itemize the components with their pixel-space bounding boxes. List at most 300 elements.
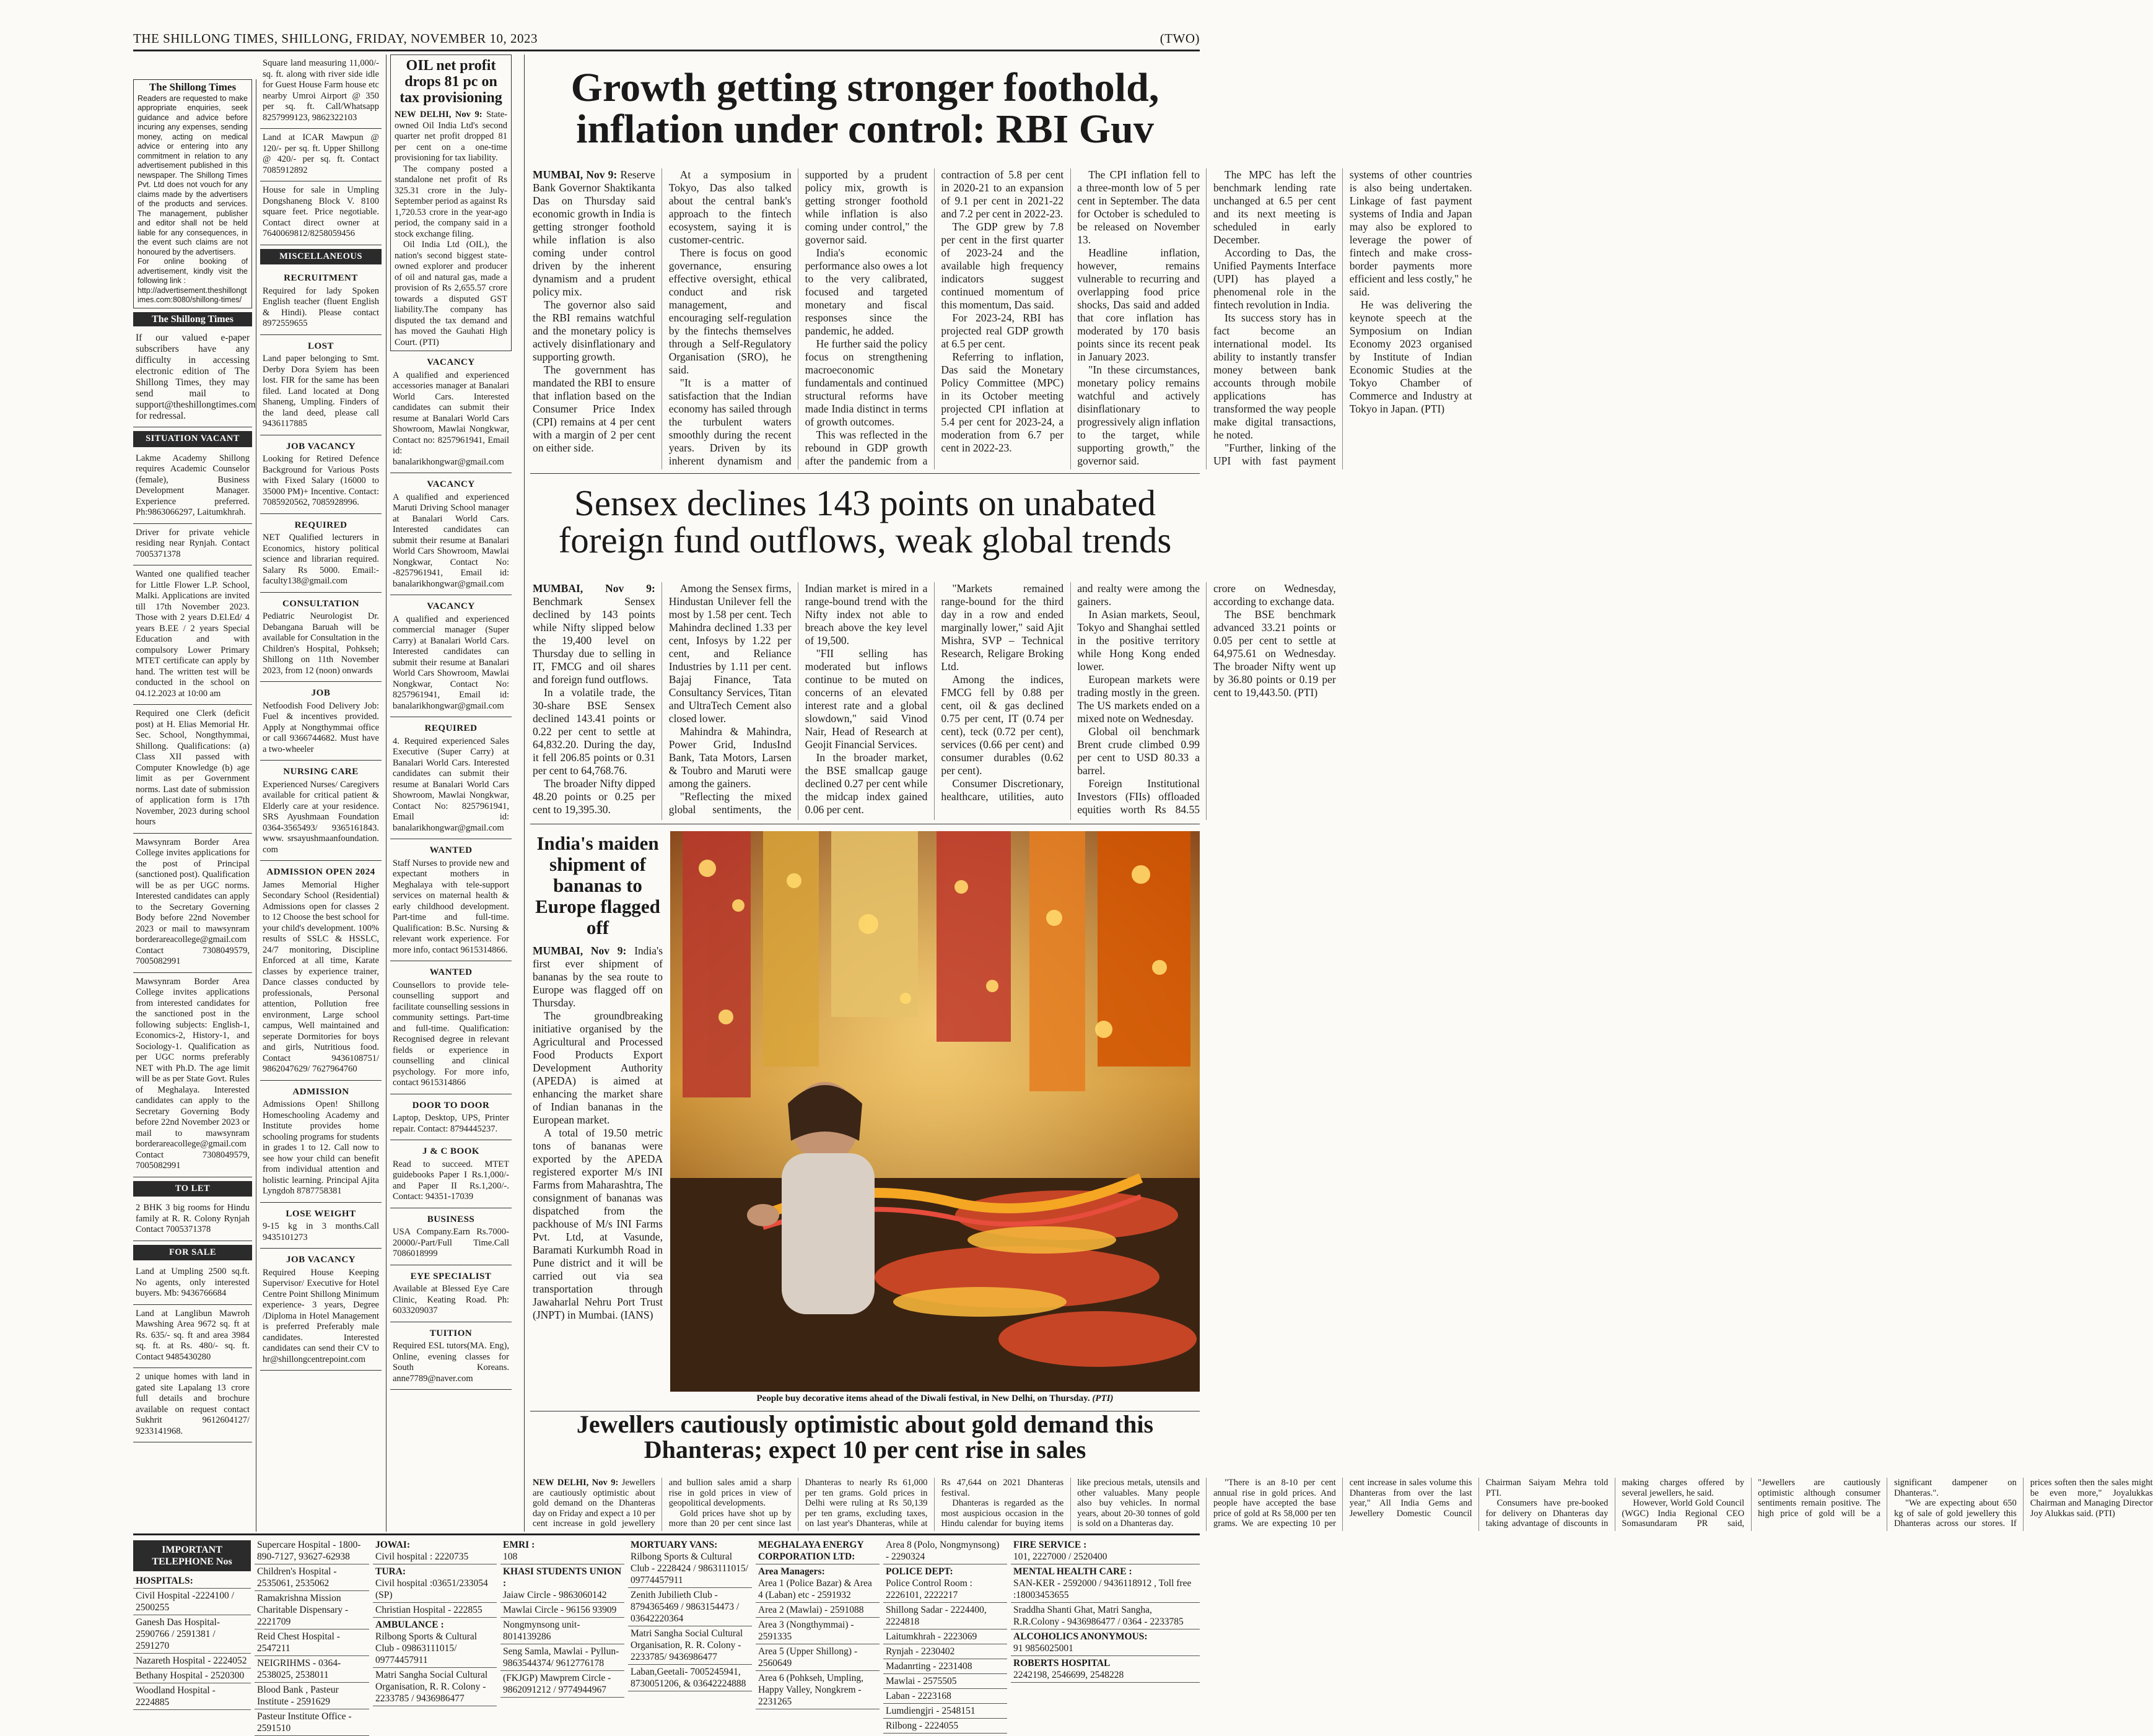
phone-entry <box>1011 1564 1200 1603</box>
phone-entry <box>255 1591 369 1629</box>
phone-entry-text: Area 8 (Polo, Nongmynsong) - 2290324 <box>886 1540 1000 1562</box>
ad-text: Land at Umpling 2500 sq.ft. No agents, only interested buyers. Mb: 9436766684 <box>136 1267 250 1298</box>
phone-entry <box>628 1665 752 1691</box>
rbi-paragraph: The CPI inflation fell to a three-month low of 5 per cent in September. The data for October is scheduled to be released on November 13. <box>1077 168 1200 246</box>
phone-entry <box>133 1654 251 1668</box>
phone-column-7 <box>883 1538 1007 1731</box>
sensex-paragraph-text: Benchmark Sensex declined by 143 points while Nifty slipped below the 19,400 level on Thursday due to selling in IT, FMCG and oil shares and foreign fund outflows. <box>533 595 655 686</box>
phone-entry-text: Rilbong Sports & Cultural Club - 09863111015/ 09774457911 <box>375 1631 478 1665</box>
phone-entry <box>1011 1629 1200 1656</box>
rbi-paragraph: "In these circumstances, monetary policy remains watchful and actively disinflationary to progressively align inflation to the target, while supporting growth," the governor said. <box>1077 364 1200 467</box>
oil-headline: OIL net profit drops 81 pc on tax provisioning <box>400 58 502 106</box>
phone-entry-text: 108 <box>503 1551 518 1562</box>
phone-entry <box>133 1683 251 1710</box>
rbi-headline: Growth getting stronger foothold, inflation under control: RBI Guv <box>570 65 1159 152</box>
classified-ad <box>133 973 252 1177</box>
telephone-directory <box>133 1533 1200 1734</box>
ad-heading: CONSULTATION <box>282 598 360 609</box>
phone-entry-text: Civil hospital :03651/233054 (SP) <box>375 1578 488 1600</box>
phone-entry-heading: FIRE SERVICE : <box>1013 1540 1087 1550</box>
ad-text: A qualified and experienced Maruti Driving School manager at Banalari World Cars. Interested candidates can submit their resume at Banalari World Cars Showroom, Mawlai Nongkwar, Contact No: -8257961941, Email id: banalarikhongwar@gmail.com <box>393 492 509 589</box>
phone-column-3 <box>373 1538 497 1725</box>
photo-caption-text: People buy decorative items ahead of the Diwali festival, in New Delhi, on Thursday. <box>756 1394 1090 1403</box>
phone-title-box <box>133 1540 251 1571</box>
classified-ad <box>260 55 382 129</box>
online-booking-link[interactable]: http://advertisement.theshillongtimes.com:8080/shillong-times/ <box>138 286 247 304</box>
ad-heading: LOSE WEIGHT <box>286 1208 356 1219</box>
phone-entry <box>883 1704 1007 1719</box>
banana-paragraph: The groundbreaking initiative organised by the Agricultural and Processed Food Products Export Development Authority (APEDA) is aimed at enhancing the market share of Indian bananas in the European market. <box>533 1010 663 1126</box>
ad-heading: JOB <box>311 688 331 698</box>
ad-text: Mawsynram Border Area College invites applications for the post of Principal (sanctioned post). Qualification will be as per UGC norms. Interested candidates can apply to the Secretary Governing Body before 22nd November 2023 or mail to mawsynram borderareacollege@gmail.com Contact 7308049579, 7005082991 <box>136 837 250 966</box>
phone-entry-heading: KHASI STUDENTS UNION : <box>503 1566 622 1589</box>
phone-entry-text: SAN-KER - 2592000 / 9436118912 , Toll free :18003453655 <box>1013 1578 1192 1600</box>
rbi-paragraph: The government has mandated the RBI to ensure that inflation based on the Consumer Price Index (CPI) remains at 4 per cent with a margin of 2 per cent on either side. <box>533 364 655 454</box>
phone-entry <box>500 1644 624 1671</box>
page-header <box>133 30 1200 47</box>
phone-entry-text: Area 6 (Pohkseh, Umpling, Happy Valley, Nongkrem - 2231265 <box>758 1673 864 1707</box>
phone-entry <box>883 1644 1007 1659</box>
phone-entry-heading: EMRI : <box>503 1540 535 1550</box>
phone-entry-text: Police Control Room : 2226101, 2222217 <box>886 1578 972 1600</box>
classified-ad <box>390 1322 512 1390</box>
phone-entry <box>500 1603 624 1618</box>
gold-paragraph-text: Jewellers are cautiously optimistic about gold demand on the Dhanteras day on Friday and expect a 10 per cent increase in gold jewellery and bullion sales amid a sharp rise in gold prices in view of geopolitical developments. <box>533 1478 792 1529</box>
ad-text: Required House Keeping Supervisor/ Executive for Hotel Centre Point Shillong Minimum experience- 3 years, Degree /Diploma in Hotel Management is preferred Preferably male candidates. Interested candidates can send their CV to hr@shillongcentrepoint.com <box>263 1267 379 1364</box>
phone-entry-text: Area 5 (Upper Shillong) - 2560649 <box>758 1646 858 1668</box>
classified-ad <box>133 1368 252 1442</box>
phone-column-5 <box>628 1538 752 1725</box>
phone-entry <box>883 1689 1007 1704</box>
phone-entry <box>500 1538 624 1564</box>
oil-paragraph: State-owned Oil India Ltd's second quarter net profit dropped 81 per cent on a one-time provisioning for tax liability. <box>395 110 507 163</box>
ad-heading: VACANCY <box>427 357 475 367</box>
rbi-paragraph: There is focus on good governance, ensuring effective oversight, ethical conduct and risk management, and encouraging self-regulation by the fintechs themselves through a Self-Regulatory Organisation (SRO), he said. <box>668 246 792 376</box>
sensex-paragraph: "FII selling has moderated but inflows continue to be muted on concerns of an elevated interest rate and a global slowdown," said Vinod Nair, Head of Research at Geojit Financial Services. <box>805 647 928 751</box>
phone-entry <box>133 1589 251 1615</box>
phone-entry-text: Laban - 2223168 <box>886 1691 951 1701</box>
classifieds-column-2 <box>260 55 382 1532</box>
phone-entry-text: Christian Hospital - 222855 <box>375 1605 483 1615</box>
ad-heading: DOOR TO DOOR <box>412 1100 490 1110</box>
phone-entry <box>373 1618 497 1668</box>
phone-entry <box>883 1629 1007 1644</box>
rbi-paragraph: Its success story has in fact become an international model. Its ability to instantly transfer money between bank accounts through mobile applications has transformed the way people make digital transactions, he noted. <box>1213 312 1336 441</box>
ad-text: Required for lady Spoken English teacher (fluent English & Hindi). Please contact 8972559655 <box>263 286 379 328</box>
gold-dateline: NEW DELHI, Nov 9: <box>533 1478 619 1488</box>
classified-ad <box>133 1263 252 1305</box>
phone-entry-text: Nongmynsong unit- 8014139286 <box>503 1620 580 1642</box>
ad-heading: BUSINESS <box>427 1214 475 1224</box>
sensex-story-body <box>533 582 1336 820</box>
phone-entry-text: Jaiaw Circle - 9863060142 <box>503 1590 607 1600</box>
ad-text: 2 unique homes with land in gated site Lapalang 13 crore full details and brochure available on request contact Sukhrit 9612604127/ 9233141968. <box>136 1372 250 1436</box>
sensex-paragraph: "Markets remained range-bound for the third day in a row and ended marginally lower," said Ajit Mishra, SVP – Technical Research, Religare Broking Ltd. <box>941 582 1064 673</box>
phone-entry <box>500 1564 624 1603</box>
phone-entry-text: Area 1 (Police Bazar) & Area 4 (Laban) etc - 2591932 <box>758 1578 872 1600</box>
phone-entry-text: Sraddha Shanti Ghat, Matri Sangha, R.R.Colony - 9436986477 / 0364 - 2233785 <box>1013 1605 1184 1627</box>
rbi-paragraph: He further said the policy focus on strengthening macroeconomic fundamentals and continued structural reforms have made India distinct in terms of growth outcomes. <box>805 338 928 428</box>
phone-entry <box>373 1603 497 1618</box>
sensex-paragraph: Among the indices, FMCG fell by 0.88 per cent, oil & gas declined 0.75 per cent, IT (0.74 per cent), teck (0.72 per cent), services (0.66 per cent) and consumer durables (0.62 per cent). <box>941 673 1064 777</box>
phone-entry-text: (FKJGP) Mawprem Circle - 9862091212 / 9774944967 <box>503 1673 611 1695</box>
classified-ad <box>133 1199 252 1241</box>
ad-text: Land paper belonging to Smt. Derby Dora Syiem has been lost. FIR for the same has been filed. Land located at Dong Shaneng, Umpling. Finders of the land deed, please call 9436117885 <box>263 354 379 429</box>
ad-text: Pediatric Neurologist Dr. Debangana Baruah will be available for Consultation in the Children's Hospital, Pohkseh; Shillong on 11th November 2023, from 12 (noon) onwards <box>263 611 379 676</box>
rbi-paragraph: Referring to inflation, Das said the Monetary Policy Committee (MPC) in its October meeting projected CPI inflation at 5.4 per cent for 2023-24, a moderation from 6.7 per cent in 2022-23. <box>941 351 1064 454</box>
rbi-paragraph: Headline inflation, however, remains vulnerable to recurring and overlapping food price shocks, Das said and added that core inflation has moderated by 170 basis points since its recent peak in January 2023. <box>1077 246 1200 363</box>
phone-entry <box>255 1629 369 1656</box>
sensex-paragraph: "Reflecting the mixed global sentiments, the Indian market is mired in a range-bound trend with the Nifty index not able to breach above the key level of 19,500. <box>668 582 928 816</box>
phone-entry <box>255 1656 369 1683</box>
ad-heading: LOST <box>307 341 334 351</box>
ad-heading: RECRUITMENT <box>284 273 358 283</box>
banana-story <box>533 833 663 1409</box>
sensex-paragraph: In Asian markets, Seoul, Tokyo and Shanghai settled in the positive territory while Hong Kong ended lower. <box>1077 608 1200 673</box>
classified-ad <box>133 524 252 566</box>
rbi-story-body <box>533 168 1472 469</box>
disclaimer-title: The Shillong Times <box>149 81 237 93</box>
phone-entry <box>500 1671 624 1698</box>
phone-entry-text: Laban,Geetali- 7005245941, 8730051206, & 03642224888 <box>631 1667 746 1689</box>
classified-ad <box>390 1265 512 1322</box>
phone-entry-text: NEIGRIHMS - 0364-2538025, 2538011 <box>257 1658 341 1680</box>
classified-ad <box>260 1081 382 1203</box>
ad-text: Required ESL tutors(MA. Eng), Online, evening classes for South Koreans. anne7789@naver.com <box>393 1341 509 1384</box>
ad-heading: JOB VACANCY <box>286 441 356 451</box>
oil-dateline: NEW DELHI, Nov 9: <box>395 110 483 120</box>
ad-text: Required one Clerk (deficit post) at H. Elias Memorial Hr. Sec. School, Nongthymmai, Shillong. Qualifications: (a) Class XII passed with Computer Knowledge (b) age limit as per Government norms. Last date of submission of application form is 17th November, 2023 during school hours <box>136 709 250 827</box>
epaper-title: The Shillong Times <box>133 312 252 327</box>
phone-entry <box>255 1709 369 1736</box>
phone-entry <box>133 1615 251 1654</box>
rbi-paragraph: For 2023-24, RBI has projected real GDP growth at 6.5 per cent. <box>941 312 1064 350</box>
ad-text: NET Qualified lecturers in Economics, history political science and librarian required. Salary Rs 5000. Email:- faculty138@gmail.com <box>263 533 379 586</box>
sensex-paragraph: Global oil benchmark Brent crude climbed 0.99 per cent to USD 80.33 a barrel. <box>1077 725 1200 777</box>
ad-heading: VACANCY <box>427 601 475 611</box>
header-rule <box>133 50 1200 51</box>
disclaimer-box <box>133 79 252 308</box>
phone-entry-text: Rilbong Sports & Cultural Club - 2228424 / 9863111015/ 09774457911 <box>631 1551 749 1586</box>
phone-entry <box>500 1618 624 1644</box>
photo-caption <box>670 1394 1200 1404</box>
ad-text: Available at Blessed Eye Care Clinic, Keating Road. Ph: 6033209037 <box>393 1284 509 1315</box>
ad-heading: NURSING CARE <box>283 767 359 777</box>
rbi-paragraph: He was delivering the keynote speech at the Symposium on Indian Economy 2023 organised by Institute of Indian Economic Studies at the Tokyo Chamber of Commerce and Industry at Tokyo in Japan. (PTI) <box>1349 299 1472 415</box>
rbi-paragraph: At a symposium in Tokyo, Das also talked about the central bank's approach to the fintech ecosystem, saying it is customer-centric. <box>668 168 792 246</box>
phone-entry-heading: JOWAI: <box>375 1540 410 1550</box>
ad-text: Counsellors to provide tele-counselling support and facilitate counselling sessions in community settings. Part-time and full-time. Qualification: Recognised degree in relevant fields or experience in counselling and clinical psychology. For more info, contact 9615314866 <box>393 980 509 1088</box>
ad-text: Wanted one qualified teacher for Little Flower L.P. School, Malki. Applications are invited till 17th November 2023. Those with 2 years D.El.Ed/ 4 years B.EE / 2 years Special Education and with compulsory Lower Primary MTET certificate can apply by hand. The written test will be conducted in the school on 04.12.2023 at 10:00 am <box>136 569 250 699</box>
page-number: (TWO) <box>1159 30 1200 46</box>
phone-title: IMPORTANT TELEPHONE Nos <box>152 1545 232 1567</box>
ad-text: 2 BHK 3 big rooms for Hindu family at R. R. Colony Rynjah Contact 7005371378 <box>136 1203 250 1234</box>
ad-text: Netfoodish Food Delivery Job: Fuel & incentives provided. Apply at Nongthymmai office or call 9366744682. Must have a two-wheeler <box>263 700 379 754</box>
classified-ad <box>390 351 512 473</box>
phone-entry-heading: MENTAL HEALTH CARE : <box>1013 1566 1132 1577</box>
phone-entry <box>883 1659 1007 1674</box>
classified-ad <box>260 593 382 683</box>
classified-ad <box>390 595 512 717</box>
sensex-paragraph: Consumer Discretionary, healthcare, utilities, auto and realty were among the gainers. <box>941 582 1200 803</box>
phone-entry <box>1011 1538 1200 1564</box>
phone-entry-text: Rilbong - 2224055 <box>886 1721 959 1731</box>
classified-ad <box>260 861 382 1081</box>
ad-text: Looking for Retired Defence Background for Various Posts with Fixed Salary (16000 to 35000 PM)+ Incentive. Contact: 7085920562, 7085928996. <box>263 454 379 507</box>
phone-entry-text: Matri Sangha Social Cultural Organisation, R. R. Colony - 2233785 / 9436986477 <box>375 1670 488 1704</box>
phone-entry <box>1011 1603 1200 1629</box>
gold-paragraph: However, World Gold Council (WGC) India Regional CEO Somasundaram PR said, "Jewellers are cautiously optimistic although consumer sentiments remain positive. The high price of gold will be a significant dampener on Dhanteras.". <box>1622 1478 2017 1529</box>
ad-text: A qualified and experienced accessories manager at Banalari World Cars. Interested candidates can submit their resume at Banalari World Cars Showroom, Mawlai Nongkwar, Contact no: 8257961941, Email id: banalarikhongwar@gmail.com <box>393 370 509 467</box>
classified-ad <box>260 761 382 861</box>
phone-entry-text: Children's Hospital - 2535061, 2535062 <box>257 1566 337 1589</box>
phone-entry-text: Reid Chest Hospital - 2547211 <box>257 1631 340 1654</box>
classified-ad <box>260 1249 382 1371</box>
phone-entry-text: Blood Bank , Pasteur Institute - 2591629 <box>257 1685 339 1707</box>
ad-heading: WANTED <box>429 967 473 977</box>
classified-ad <box>390 839 512 961</box>
phone-entry <box>883 1603 1007 1629</box>
ad-text: Lakme Academy Shillong requires Academic Counselor (female), Business Development Manager. Experience preferred. Ph:9863066297, Laitumkhrah. <box>136 453 250 517</box>
phone-entry <box>756 1603 880 1618</box>
ad-text: USA Company.Earn Rs.7000-20000/-Part/Full Time.Call 7086018999 <box>393 1227 509 1258</box>
phone-entry-heading: Area Managers: <box>758 1566 825 1577</box>
phone-entry-heading: MORTUARY VANS: <box>631 1540 718 1550</box>
phone-entry-text: Area 3 (Nongthymmai) - 2591335 <box>758 1620 854 1642</box>
classified-ad <box>260 435 382 514</box>
ad-text: 9-15 kg in 3 months.Call 9435101273 <box>263 1221 379 1242</box>
classified-ad <box>260 181 382 245</box>
classified-ad <box>133 705 252 834</box>
phone-entry-text: Woodland Hospital - 2224885 <box>136 1685 216 1708</box>
oil-paragraph: The company posted a standalone net profit of Rs 325.31 crore in the July-September period as against Rs 1,720.53 crore in the year-ago period, the company said in a stock exchange filing. <box>395 164 508 239</box>
phone-entry-text: Lumdiengjri - 2548151 <box>886 1706 976 1716</box>
phone-entry-text: Ramakrishna Mission Charitable Dispensary - 2221709 <box>257 1593 349 1627</box>
phone-entry-text: 91 9856025001 <box>1013 1643 1073 1654</box>
gold-paragraph: Dhanteras is regarded as the most auspicious occasion in the Hindu calendar for buying items like precious metals, utensils and other valuables. Many people also buy vehicles. In normal years, about 20-30 tonnes of gold is sold on a Dhanteras day. <box>941 1478 1200 1529</box>
classifieds-column-3 <box>390 55 512 1532</box>
ad-text: Laptop, Desktop, UPS, Printer repair. Contact: 8794445237. <box>393 1113 509 1134</box>
rbi-paragraph: India's economic performance also owes a lot to the very calibrated, focused and targeted monetary and fiscal responses since the pandemic, he added. <box>805 246 928 337</box>
classified-ad <box>260 267 382 335</box>
banana-headline: India's maiden shipment of bananas to Europe flagged off <box>535 832 660 938</box>
ad-heading: ADMISSION OPEN 2024 <box>266 867 375 877</box>
phone-entry-heading: ROBERTS HOSPITAL <box>1013 1658 1111 1668</box>
phone-entry-heading: ALCOHOLICS ANONYMOUS: <box>1013 1631 1148 1642</box>
sensex-paragraph: The BSE benchmark advanced 33.21 points or 0.05 per cent to settle at 64,975.61 on Wednesday. The broader Nifty went up by 36.80 points or 0.19 per cent to 19,443.50. (PTI) <box>1213 608 1336 699</box>
phone-entry-text: Civil Hospital -2224100 / 2500255 <box>136 1590 234 1613</box>
epaper-text: If our valued e-paper subscribers have any difficulty in accessing electronic edition of The Shillong Times, they may send mail to support@theshillongtimes.com for redressal. <box>136 333 256 421</box>
ad-text: Staff Nurses to provide new and expectant mothers in Meghalaya with tele-support services on maternal health & early childhood development. Part-time and full-time. Qualification: B.Sc. Nursing & relevant work experience. For more info, contact 9615314866. <box>393 858 509 955</box>
story-rule <box>530 473 1200 474</box>
online-booking-text: For online booking of advertisement, kindly visit the following link : <box>138 257 248 285</box>
situation-vacant-head: SITUATION VACANT <box>133 431 252 447</box>
phone-entry-text: Seng Samla, Mawlai - Pyllun-9863544374/ 9612776178 <box>503 1646 619 1668</box>
phone-entry <box>756 1644 880 1671</box>
ad-text: Experienced Nurses/ Caregivers available for critical patient & Elderly care at your residence. SRS Ayushmaan Foundation 0364-3565493/ 9365161843. www. srsayushmaanfoundation. com <box>263 779 379 855</box>
sensex-paragraph: Mahindra & Mahindra, Power Grid, IndusInd Bank, Tata Motors, Larsen & Toubro and Maruti were among the gainers. <box>668 725 792 790</box>
ad-heading: REQUIRED <box>424 723 478 733</box>
phone-entry-text: 101, 2227000 / 2520400 <box>1013 1551 1107 1562</box>
classified-ad <box>260 129 382 181</box>
phone-entry <box>883 1564 1007 1603</box>
ad-text: James Memorial Higher Secondary School (Residential) Admissions open for classes 2 to 12 Choose the best school for your child's development. 100% results of SSLC & HSSLC, 24/7 monitoring, Discipline Enforced at all time, Karate classes by experience trainer, Dance classes conducted by professionals, Personal attention, Pollution free environment, Large school campus, Well maintained and seperate Dormitories for boys and girls, Nutritious food. Contact 9436108751/ 9862047629/ 7627964760 <box>263 879 379 1074</box>
phone-entry-text: Civil hospital : 2220735 <box>375 1551 469 1562</box>
column-rule <box>524 55 525 1532</box>
gold-headline: Jewellers cautiously optimistic about gold demand this Dhanteras; expect 10 per cent rise in sales <box>576 1410 1154 1463</box>
to-let-head: TO LET <box>133 1181 252 1197</box>
phone-entry <box>255 1683 369 1709</box>
ad-text: Read to succeed. MTET guidebooks Paper I Rs.1,000/- and Paper II Rs.1,200/-. Contact: 94351-17039 <box>393 1159 509 1202</box>
phone-entry <box>255 1564 369 1591</box>
classified-ad <box>390 1094 512 1141</box>
phone-entry <box>628 1588 752 1626</box>
ad-text: Square land measuring 11,000/- sq. ft. along with river side idle for Guest House Farm house etc nearby Umroi Airport @ 350 per sq. ft. Call/Whatsapp 8257999123, 9862322103 <box>263 58 379 123</box>
phone-entry-text: Shillong Sadar - 2224400, 2224818 <box>886 1605 987 1627</box>
phone-entry <box>756 1618 880 1644</box>
phone-entry-text: Supercare Hospital - 1800-890-7127, 93627-62938 <box>257 1540 361 1562</box>
ad-text: 4. Required experienced Sales Executive (Super Carry) at Banalari World Cars. Interested candidates can submit their resume at Banalari World Cars Showroom, Mawlai Nongkwar, Contact No: 8257961941, Email id: banalarikhongwar@gmail.com <box>393 736 509 833</box>
classified-ad <box>390 473 512 595</box>
phone-column-8 <box>1011 1538 1200 1725</box>
phone-entry-text: Laitumkhrah - 2223069 <box>886 1631 977 1642</box>
phone-entry-heading: POLICE DEPT: <box>886 1566 953 1577</box>
ad-heading: REQUIRED <box>294 520 347 530</box>
ad-heading: TUITION <box>429 1328 473 1338</box>
sensex-headline: Sensex declines 143 points on unabated foreign fund outflows, weak global trends <box>558 482 1172 561</box>
ad-heading: J & C BOOK <box>422 1146 480 1156</box>
gold-paragraph: "There is an 8-10 per cent annual rise in gold prices. And people have accepted the base price of gold at Rs 58,000 per ten grams. We are expecting 10 per cent increase in sales volume this Dhanteras from over the last year," All India Gems and Jewellery Domestic Council Chairman Saiyam Mehra told PTI. <box>1213 1478 1609 1529</box>
sensex-paragraph: Among the Sensex firms, Hindustan Unilever fell the most by 1.58 per cent. Tech Mahindra declined 1.33 per cent, Infosys by 1.22 per cent, and Reliance Industries by 1.11 per cent. Bajaj Finance, Tata Consultancy Services, Titan and UltraTech Cement also closed lower. <box>668 582 792 725</box>
phone-entry-text: Area 2 (Mawlai) - 2591088 <box>758 1605 864 1615</box>
gold-paragraph: Gold prices have shot up by more than 20 per cent since last Dhanteras to nearly Rs 61,000 per ten grams. Gold prices in Delhi were ruling at Rs 50,139 per ten grams, excluding taxes, on last year's Dhanteras, while at Rs 47,644 on 2021 Dhanteras festival. <box>668 1478 1064 1529</box>
classified-ad <box>260 1203 382 1249</box>
phone-entry <box>756 1671 880 1709</box>
classified-ad <box>133 565 252 705</box>
diwali-photo <box>670 831 1200 1392</box>
sensex-paragraph: In a volatile trade, the 30-share BSE Sensex declined 143.41 points or 0.22 per cent to settle at 64,832.20. During the day, it fell 206.85 points or 0.31 per cent to 64,768.76. <box>533 686 655 777</box>
sensex-paragraph: The broader Nifty dipped 48.20 points or 0.25 per cent to 19,395.30. <box>533 777 655 816</box>
ad-text: Land at ICAR Mawpun @ 120/- per sq. ft. Upper Shillong @ 420/- per sq. ft. Contact 7085912892 <box>263 133 379 175</box>
rbi-paragraph: "Further, linking of the UPI with fast payment systems of other countries is also being undertaken. Linkage of fast payment systems of India and Japan may also be explored to leverage the power of fintech and make cross-border payments more efficient and less costly," he said. <box>1213 168 1472 467</box>
ad-heading: EYE SPECIALIST <box>410 1271 492 1281</box>
sensex-paragraph <box>533 582 655 686</box>
oil-story <box>390 55 512 351</box>
disclaimer-text: Readers are requested to make appropriate enquiries, seek guidance and advice before incuring any expenses, sending money, acting on medical advice or entering into any commitment in relation to any advertisement published in this newspaper. The Shillong Times Pvt. Ltd does not vouch for any claims made by the advertisers of the products and services. The management, publisher and editor shall not be held liable for any consequences, in the event such claims are not honoured by the advertisers. <box>138 94 248 256</box>
ad-text: Mawsynram Border Area College invites applications from interested candidates for the sanctioned post in the following subjects: English-1, Economics-2, History-1, and Sociology-1. Qualification as per UGC norms preferably NET with Ph.D. The age limit will be as per State Govt. Rules of Meghalaya. Interested candidates can apply to the Secretary Governing Body before 22nd November 2023 or mail to mawsynram borderareacollege@gmail.com Contact 7308049579, 7005082991 <box>136 976 250 1171</box>
ad-heading: WANTED <box>429 845 473 855</box>
phone-column-1 <box>133 1538 251 1725</box>
phone-entry-text: Matri Sangha Social Cultural Organisation, R. R. Colony - 2233785/ 9436986477 <box>631 1628 743 1662</box>
phone-entry <box>373 1668 497 1706</box>
phone-entry <box>628 1538 752 1588</box>
phone-entry-heading: TURA: <box>375 1566 406 1577</box>
banana-paragraph: A total of 19.50 metric tons of bananas were exported by the APEDA registered exporter M/s INI Farms from Maharashtra, The consignment of bananas was dispatched from the packhouse of M/s INI Farms Pvt. Ltd, at Vasunde, Baramati Kurkumbh Road in Pune district and it will be carried out via sea transportation through Jawaharlal Nehru Port Trust (JNPT) in Mumbai. (IANS) <box>533 1127 663 1321</box>
phone-entry <box>883 1674 1007 1689</box>
phone-entry <box>373 1564 497 1603</box>
classified-ad <box>260 682 382 761</box>
epaper-notice <box>133 329 256 427</box>
classified-ad <box>390 961 512 1094</box>
sensex-paragraph: Foreign Institutional Investors (FIIs) offloaded equities worth Rs 84.55 crore on Wednesday, according to exchange data. <box>1077 582 1336 816</box>
classified-ad <box>390 1208 512 1265</box>
classified-ad <box>260 335 382 435</box>
sensex-dateline: MUMBAI, Nov 9: <box>533 582 655 595</box>
photo-credit: (PTI) <box>1092 1394 1114 1403</box>
phone-entry-text: Madanrting - 2231408 <box>886 1661 972 1672</box>
phone-entry-text: Ganesh Das Hospital- 2590766 / 2591381 / 2591270 <box>136 1617 221 1651</box>
phone-entry-text: 2242198, 2546699, 2548228 <box>1013 1670 1124 1680</box>
phone-entry <box>255 1538 369 1564</box>
phone-entry-text: Rynjah - 2230402 <box>886 1646 955 1657</box>
masthead-line: THE SHILLONG TIMES, SHILLONG, FRIDAY, NOVEMBER 10, 2023 <box>133 30 538 46</box>
phone-column-2 <box>255 1538 369 1734</box>
rbi-paragraph: The GDP grew by 7.8 per cent in the first quarter of 2023-24 and the available high frequency indicators suggest continued momentum of this momentum, Das said. <box>941 220 1064 311</box>
rbi-paragraph <box>533 168 655 299</box>
gold-story-body <box>533 1478 2153 1531</box>
phone-entry-heading: AMBULANCE : <box>375 1620 444 1630</box>
rbi-paragraph: "It is a matter of satisfaction that the Indian economy has sailed through the turbulent waters smoothly during the recent years. Driven by its inherent dynamism and supported by a prudent policy mix, growth is getting stronger foothold while inflation is also coming under control," the governor said. <box>668 168 928 467</box>
phone-entry-text: Pasteur Institute Office - 2591510 <box>257 1711 352 1734</box>
phone-entry-text: Bethany Hospital - 2520300 <box>136 1670 245 1681</box>
phone-entry <box>133 1574 251 1589</box>
gold-paragraph: "We are expecting about 650 kg of sale of gold jewellery this Dhanteras across our stores. If prices soften then the sales might be even more," Joyalukkas Chairman and Managing Director Joy Alukkas said. (PTI) <box>1893 1478 2153 1529</box>
ad-text: Driver for private vehicle residing near Rynjah. Contact 7005371378 <box>136 527 250 559</box>
phone-entry-text: Mawlai Circle - 96156 93909 <box>503 1605 617 1615</box>
phone-entry-heading: MEGHALAYA ENERGY CORPORATION LTD: <box>758 1540 864 1562</box>
banana-paragraph: India's first ever shipment of bananas by the sea route to Europe was flagged off on Thursday. <box>533 944 663 1009</box>
gold-paragraph: Consumers have pre-booked for delivery on Dhanteras day taking advantage of discounts in making charges offered by several jewellers, he said. <box>1485 1478 1745 1529</box>
miscellaneous-head: MISCELLANEOUS <box>260 249 382 265</box>
classified-ad <box>260 514 382 593</box>
classified-ad <box>133 450 252 524</box>
phone-entry <box>756 1564 880 1603</box>
phone-entry <box>756 1538 880 1564</box>
ad-text: A qualified and experienced commercial manager (Super Carry) at Banalari World Cars. Interested candidates can submit their resume at Banalari World Cars Showroom, Mawlai Nongkwar, Contact No: 8257961941, Email id: banalarikhongwar@gmail.com <box>393 614 509 711</box>
phone-entry-heading: HOSPITALS: <box>136 1576 193 1586</box>
phone-entry <box>1011 1656 1200 1683</box>
diwali-photo-image <box>670 831 1200 1392</box>
phone-entry <box>373 1538 497 1564</box>
sensex-paragraph: In the broader market, the BSE smallcap gauge declined 0.27 per cent while the midcap index gained 0.06 per cent. <box>805 751 928 816</box>
phone-entry-text: Nazareth Hospital - 2224052 <box>136 1655 247 1666</box>
rbi-paragraph: According to Das, the Unified Payments Interface (UPI) has played a phenomenal role in the fintech revolution in India. <box>1213 246 1336 311</box>
ad-heading: ADMISSION <box>292 1086 349 1097</box>
rbi-dateline: MUMBAI, Nov 9: <box>533 168 618 181</box>
classified-ad <box>390 1140 512 1208</box>
phone-entry <box>883 1719 1007 1734</box>
phone-entry <box>133 1668 251 1683</box>
ad-heading: JOB VACANCY <box>286 1255 356 1265</box>
classified-ad <box>133 1305 252 1369</box>
classified-ad <box>390 717 512 839</box>
rbi-paragraph: The governor also said the RBI remains watchful and the monetary policy is actively disinflationary and supporting growth. <box>533 299 655 363</box>
oil-paragraph: Oil India Ltd (OIL), the nation's second biggest state-owned explorer and producer of oil and natural gas, made a provision of Rs 2,655.57 crore towards a disputed GST liability.The company has disputed the tax demand and has moved the Gauhati High Court. (PTI) <box>395 240 507 347</box>
ad-text: House for sale in Umpling Dongshaneng Block V. 8100 square feet. Price negotiable. Contact direct owner at 7640069812/8258059456 <box>263 185 379 238</box>
ad-text: Admissions Open! Shillong Homeschooling Academy and Institute provides home schooling programs for students in grades 1 to 12. Call now to see how your child can benefit from individual attention and holistic learning. Principal Ajita Lyngdoh 8787758381 <box>263 1099 379 1196</box>
phone-column-6 <box>756 1538 880 1725</box>
ad-text: Land at Langlibun Mawroh Mawshing Area 9672 sq. ft at Rs. 635/- sq. ft and area 3984 sq. ft. at Rs. 480/- sq. ft. Contact 9485430280 <box>136 1308 250 1362</box>
sensex-paragraph: European markets were trading mostly in the green. The US markets ended on a mixed note on Wednesday. <box>1077 673 1200 725</box>
banana-dateline: MUMBAI, Nov 9: <box>533 944 627 957</box>
classified-ad <box>133 834 252 973</box>
phone-entry-text: Mawlai - 2575505 <box>886 1676 957 1686</box>
classifieds-column-1 <box>133 79 256 1532</box>
phone-entry <box>883 1538 1007 1564</box>
phone-entry-text: Zenith Jubilieth Club - 8794365469 / 9863154473 / 03642220364 <box>631 1590 740 1624</box>
phone-column-4 <box>500 1538 624 1725</box>
ad-heading: VACANCY <box>427 479 475 489</box>
